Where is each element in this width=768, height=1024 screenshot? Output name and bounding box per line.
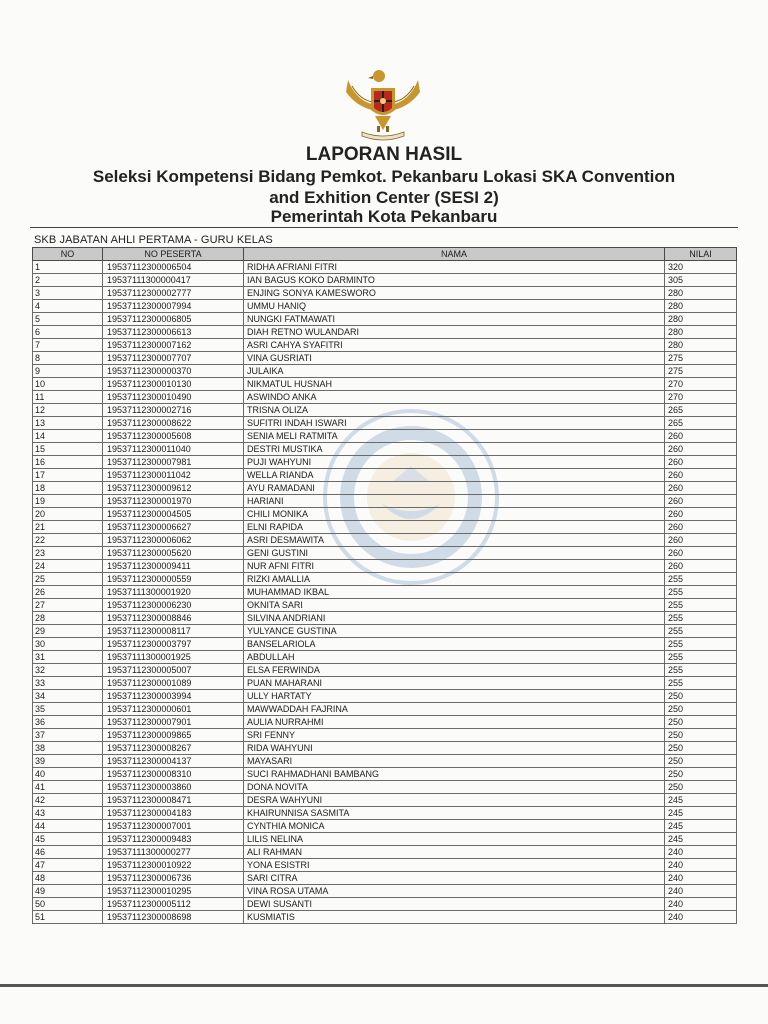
participant-name-cell: NUNGKI FATMAWATI <box>244 313 665 326</box>
score-cell: 275 <box>665 365 737 378</box>
row-number-cell: 3 <box>33 287 103 300</box>
table-row <box>33 651 737 664</box>
table-row <box>33 612 737 625</box>
row-number-cell: 23 <box>33 547 103 560</box>
participant-number-cell: 19537112300010130 <box>103 378 244 391</box>
table-row <box>33 547 737 560</box>
row-number-cell: 37 <box>33 729 103 742</box>
table-row <box>33 391 737 404</box>
table-row <box>33 352 737 365</box>
participant-number-cell: 19537112300009865 <box>103 729 244 742</box>
row-number-cell: 12 <box>33 404 103 417</box>
table-row <box>33 586 737 599</box>
table-header-row <box>33 248 737 261</box>
score-cell: 255 <box>665 677 737 690</box>
score-cell: 245 <box>665 833 737 846</box>
table-row <box>33 820 737 833</box>
participant-name-cell: MAWWADDAH FAJRINA <box>244 703 665 716</box>
participant-name-cell: BANSELARIOLA <box>244 638 665 651</box>
row-number-cell: 18 <box>33 482 103 495</box>
table-row <box>33 495 737 508</box>
participant-name-cell: IAN BAGUS KOKO DARMINTO <box>244 274 665 287</box>
table-row <box>33 339 737 352</box>
participant-name-cell: ASRI DESMAWITA <box>244 534 665 547</box>
participant-number-cell: 19537112300010922 <box>103 859 244 872</box>
score-cell: 260 <box>665 469 737 482</box>
table-row <box>33 430 737 443</box>
score-cell: 270 <box>665 378 737 391</box>
row-number-cell: 1 <box>33 261 103 274</box>
participant-number-cell: 19537112300008310 <box>103 768 244 781</box>
column-header-no-peserta: NO PESERTA <box>103 248 244 261</box>
score-cell: 250 <box>665 768 737 781</box>
participant-name-cell: DESRA WAHYUNI <box>244 794 665 807</box>
score-cell: 265 <box>665 417 737 430</box>
score-cell: 265 <box>665 404 737 417</box>
row-number-cell: 20 <box>33 508 103 521</box>
participant-number-cell: 19537111300001925 <box>103 651 244 664</box>
score-cell: 245 <box>665 794 737 807</box>
row-number-cell: 30 <box>33 638 103 651</box>
table-row <box>33 508 737 521</box>
score-cell: 280 <box>665 313 737 326</box>
score-cell: 280 <box>665 339 737 352</box>
score-cell: 260 <box>665 430 737 443</box>
participant-name-cell: TRISNA OLIZA <box>244 404 665 417</box>
score-cell: 280 <box>665 300 737 313</box>
table-row <box>33 885 737 898</box>
participant-name-cell: SUFITRI INDAH ISWARI <box>244 417 665 430</box>
score-cell: 260 <box>665 456 737 469</box>
table-row <box>33 872 737 885</box>
participant-name-cell: MAYASARI <box>244 755 665 768</box>
column-header-nama: NAMA <box>244 248 665 261</box>
participant-name-cell: KHAIRUNNISA SASMITA <box>244 807 665 820</box>
row-number-cell: 38 <box>33 742 103 755</box>
score-cell: 250 <box>665 781 737 794</box>
participant-number-cell: 19537112300007994 <box>103 300 244 313</box>
table-row <box>33 703 737 716</box>
participant-name-cell: DONA NOVITA <box>244 781 665 794</box>
row-number-cell: 47 <box>33 859 103 872</box>
row-number-cell: 29 <box>33 625 103 638</box>
score-cell: 260 <box>665 521 737 534</box>
participant-number-cell: 19537112300008117 <box>103 625 244 638</box>
participant-number-cell: 19537112300005608 <box>103 430 244 443</box>
row-number-cell: 8 <box>33 352 103 365</box>
row-number-cell: 26 <box>33 586 103 599</box>
table-row <box>33 794 737 807</box>
participant-number-cell: 19537112300004505 <box>103 508 244 521</box>
participant-name-cell: ASWINDO ANKA <box>244 391 665 404</box>
government-name: Pemerintah Kota Pekanbaru <box>270 207 498 226</box>
table-row <box>33 781 737 794</box>
table-row <box>33 534 737 547</box>
table-row <box>33 443 737 456</box>
score-cell: 260 <box>665 547 737 560</box>
table-row <box>33 313 737 326</box>
participant-name-cell: RIZKI AMALLIA <box>244 573 665 586</box>
report-subtitle-line2: and Exhition Center (SESI 2) <box>269 188 499 207</box>
row-number-cell: 36 <box>33 716 103 729</box>
participant-number-cell: 19537112300001970 <box>103 495 244 508</box>
score-cell: 255 <box>665 586 737 599</box>
participant-name-cell: VINA GUSRIATI <box>244 352 665 365</box>
table-row <box>33 729 737 742</box>
score-cell: 245 <box>665 807 737 820</box>
participant-number-cell: 19537112300008698 <box>103 911 244 924</box>
participant-number-cell: 19537112300006736 <box>103 872 244 885</box>
row-number-cell: 40 <box>33 768 103 781</box>
participant-name-cell: CYNTHIA MONICA <box>244 820 665 833</box>
row-number-cell: 45 <box>33 833 103 846</box>
table-row <box>33 560 737 573</box>
participant-name-cell: HARIANI <box>244 495 665 508</box>
column-header-nilai: NILAI <box>665 248 737 261</box>
score-cell: 250 <box>665 703 737 716</box>
report-subtitle-line1: Seleksi Kompetensi Bidang Pemkot. Pekanbaru Lokasi SKA Convention <box>92 167 676 186</box>
score-cell: 280 <box>665 326 737 339</box>
table-row <box>33 300 737 313</box>
report-subtitle <box>0 166 768 208</box>
score-cell: 240 <box>665 898 737 911</box>
row-number-cell: 43 <box>33 807 103 820</box>
participant-name-cell: ASRI CAHYA SYAFITRI <box>244 339 665 352</box>
participant-number-cell: 19537112300008267 <box>103 742 244 755</box>
table-row <box>33 287 737 300</box>
position-caption: SKB JABATAN AHLI PERTAMA - GURU KELAS <box>34 234 273 246</box>
score-cell: 240 <box>665 885 737 898</box>
score-cell: 260 <box>665 508 737 521</box>
participant-name-cell: DESTRI MUSTIKA <box>244 443 665 456</box>
report-title: LAPORAN HASIL <box>305 144 463 165</box>
table-row <box>33 625 737 638</box>
table-row <box>33 833 737 846</box>
participant-number-cell: 19537112300006627 <box>103 521 244 534</box>
row-number-cell: 16 <box>33 456 103 469</box>
row-number-cell: 24 <box>33 560 103 573</box>
table-row <box>33 859 737 872</box>
score-cell: 260 <box>665 495 737 508</box>
participant-name-cell: GENI GUSTINI <box>244 547 665 560</box>
row-number-cell: 22 <box>33 534 103 547</box>
participant-number-cell: 19537112300003860 <box>103 781 244 794</box>
participant-name-cell: DEWI SUSANTI <box>244 898 665 911</box>
participant-number-cell: 19537111300000417 <box>103 274 244 287</box>
table-row <box>33 417 737 430</box>
row-number-cell: 17 <box>33 469 103 482</box>
row-number-cell: 48 <box>33 872 103 885</box>
participant-name-cell: WELLA RIANDA <box>244 469 665 482</box>
participant-name-cell: UMMU HANIQ <box>244 300 665 313</box>
row-number-cell: 31 <box>33 651 103 664</box>
table-row <box>33 846 737 859</box>
score-cell: 240 <box>665 846 737 859</box>
results-table-body <box>33 261 737 924</box>
participant-number-cell: 19537112300004183 <box>103 807 244 820</box>
score-cell: 255 <box>665 573 737 586</box>
row-number-cell: 21 <box>33 521 103 534</box>
participant-number-cell: 19537112300008846 <box>103 612 244 625</box>
score-cell: 255 <box>665 625 737 638</box>
participant-name-cell: SUCI RAHMADHANI BAMBANG <box>244 768 665 781</box>
row-number-cell: 14 <box>33 430 103 443</box>
garuda-emblem-icon <box>342 66 424 142</box>
table-row <box>33 677 737 690</box>
table-row <box>33 482 737 495</box>
participant-name-cell: ABDULLAH <box>244 651 665 664</box>
participant-name-cell: OKNITA SARI <box>244 599 665 612</box>
row-number-cell: 28 <box>33 612 103 625</box>
participant-name-cell: DIAH RETNO WULANDARI <box>244 326 665 339</box>
row-number-cell: 42 <box>33 794 103 807</box>
row-number-cell: 41 <box>33 781 103 794</box>
table-row <box>33 716 737 729</box>
table-row <box>33 521 737 534</box>
score-cell: 250 <box>665 742 737 755</box>
score-cell: 255 <box>665 599 737 612</box>
participant-name-cell: ENJING SONYA KAMESWORO <box>244 287 665 300</box>
participant-number-cell: 19537112300008471 <box>103 794 244 807</box>
row-number-cell: 35 <box>33 703 103 716</box>
participant-number-cell: 19537112300004137 <box>103 755 244 768</box>
row-number-cell: 6 <box>33 326 103 339</box>
table-row <box>33 573 737 586</box>
row-number-cell: 27 <box>33 599 103 612</box>
header-divider <box>30 227 738 228</box>
participant-number-cell: 19537112300010295 <box>103 885 244 898</box>
page-bottom-rule <box>0 984 768 987</box>
score-cell: 255 <box>665 651 737 664</box>
row-number-cell: 32 <box>33 664 103 677</box>
participant-name-cell: AULIA NURRAHMI <box>244 716 665 729</box>
row-number-cell: 34 <box>33 690 103 703</box>
row-number-cell: 15 <box>33 443 103 456</box>
participant-number-cell: 19537112300006062 <box>103 534 244 547</box>
table-row <box>33 378 737 391</box>
participant-name-cell: PUJI WAHYUNI <box>244 456 665 469</box>
row-number-cell: 19 <box>33 495 103 508</box>
table-row <box>33 742 737 755</box>
table-row <box>33 690 737 703</box>
participant-number-cell: 19537112300008622 <box>103 417 244 430</box>
participant-number-cell: 19537112300000601 <box>103 703 244 716</box>
row-number-cell: 25 <box>33 573 103 586</box>
score-cell: 280 <box>665 287 737 300</box>
column-header-no: NO <box>33 248 103 261</box>
score-cell: 260 <box>665 560 737 573</box>
table-row <box>33 469 737 482</box>
participant-number-cell: 19537112300001089 <box>103 677 244 690</box>
participant-name-cell: AYU RAMADANI <box>244 482 665 495</box>
results-table <box>32 247 737 924</box>
participant-number-cell: 19537112300011040 <box>103 443 244 456</box>
participant-number-cell: 19537112300007981 <box>103 456 244 469</box>
participant-number-cell: 19537112300000370 <box>103 365 244 378</box>
participant-name-cell: YULYANCE GUSTINA <box>244 625 665 638</box>
participant-name-cell: MUHAMMAD IKBAL <box>244 586 665 599</box>
participant-name-cell: PUAN MAHARANI <box>244 677 665 690</box>
participant-number-cell: 19537111300000277 <box>103 846 244 859</box>
row-number-cell: 33 <box>33 677 103 690</box>
score-cell: 240 <box>665 872 737 885</box>
row-number-cell: 50 <box>33 898 103 911</box>
participant-name-cell: LILIS NELINA <box>244 833 665 846</box>
participant-number-cell: 19537112300007901 <box>103 716 244 729</box>
row-number-cell: 9 <box>33 365 103 378</box>
participant-name-cell: ELNI RAPIDA <box>244 521 665 534</box>
participant-number-cell: 19537112300000559 <box>103 573 244 586</box>
table-row <box>33 261 737 274</box>
table-row <box>33 768 737 781</box>
participant-name-cell: NIKMATUL HUSNAH <box>244 378 665 391</box>
table-row <box>33 898 737 911</box>
table-row <box>33 599 737 612</box>
score-cell: 275 <box>665 352 737 365</box>
participant-name-cell: SARI CITRA <box>244 872 665 885</box>
participant-number-cell: 19537112300005007 <box>103 664 244 677</box>
score-cell: 240 <box>665 911 737 924</box>
row-number-cell: 39 <box>33 755 103 768</box>
participant-name-cell: VINA ROSA UTAMA <box>244 885 665 898</box>
score-cell: 250 <box>665 729 737 742</box>
participant-number-cell: 19537112300007162 <box>103 339 244 352</box>
table-row <box>33 274 737 287</box>
participant-number-cell: 19537112300009612 <box>103 482 244 495</box>
row-number-cell: 7 <box>33 339 103 352</box>
table-row <box>33 638 737 651</box>
score-cell: 250 <box>665 716 737 729</box>
participant-name-cell: NUR AFNI FITRI <box>244 560 665 573</box>
row-number-cell: 11 <box>33 391 103 404</box>
participant-name-cell: CHILI MONIKA <box>244 508 665 521</box>
participant-number-cell: 19537111300001920 <box>103 586 244 599</box>
participant-number-cell: 19537112300002716 <box>103 404 244 417</box>
score-cell: 250 <box>665 690 737 703</box>
score-cell: 260 <box>665 482 737 495</box>
participant-number-cell: 19537112300010490 <box>103 391 244 404</box>
participant-name-cell: RIDHA AFRIANI FITRI <box>244 261 665 274</box>
row-number-cell: 5 <box>33 313 103 326</box>
participant-name-cell: SILVINA ANDRIANI <box>244 612 665 625</box>
participant-number-cell: 19537112300005112 <box>103 898 244 911</box>
participant-number-cell: 19537112300002777 <box>103 287 244 300</box>
score-cell: 250 <box>665 755 737 768</box>
table-row <box>33 911 737 924</box>
participant-name-cell: SRI FENNY <box>244 729 665 742</box>
row-number-cell: 46 <box>33 846 103 859</box>
participant-number-cell: 19537112300006230 <box>103 599 244 612</box>
score-cell: 240 <box>665 859 737 872</box>
score-cell: 255 <box>665 664 737 677</box>
table-row <box>33 664 737 677</box>
row-number-cell: 10 <box>33 378 103 391</box>
participant-number-cell: 19537112300011042 <box>103 469 244 482</box>
participant-name-cell: ELSA FERWINDA <box>244 664 665 677</box>
participant-number-cell: 19537112300009483 <box>103 833 244 846</box>
row-number-cell: 13 <box>33 417 103 430</box>
participant-name-cell: ULLY HARTATY <box>244 690 665 703</box>
participant-number-cell: 19537112300005620 <box>103 547 244 560</box>
row-number-cell: 44 <box>33 820 103 833</box>
participant-name-cell: YONA ESISTRI <box>244 859 665 872</box>
participant-name-cell: RIDA WAHYUNI <box>244 742 665 755</box>
table-row <box>33 365 737 378</box>
score-cell: 305 <box>665 274 737 287</box>
participant-number-cell: 19537112300009411 <box>103 560 244 573</box>
row-number-cell: 4 <box>33 300 103 313</box>
participant-name-cell: ALI RAHMAN <box>244 846 665 859</box>
participant-number-cell: 19537112300007001 <box>103 820 244 833</box>
participant-number-cell: 19537112300006805 <box>103 313 244 326</box>
participant-number-cell: 19537112300007707 <box>103 352 244 365</box>
table-row <box>33 807 737 820</box>
participant-number-cell: 19537112300006613 <box>103 326 244 339</box>
score-cell: 270 <box>665 391 737 404</box>
row-number-cell: 2 <box>33 274 103 287</box>
participant-number-cell: 19537112300003797 <box>103 638 244 651</box>
participant-number-cell: 19537112300003994 <box>103 690 244 703</box>
participant-name-cell: KUSMIATIS <box>244 911 665 924</box>
score-cell: 255 <box>665 638 737 651</box>
table-row <box>33 326 737 339</box>
row-number-cell: 49 <box>33 885 103 898</box>
score-cell: 260 <box>665 443 737 456</box>
score-cell: 320 <box>665 261 737 274</box>
table-row <box>33 755 737 768</box>
score-cell: 255 <box>665 612 737 625</box>
score-cell: 245 <box>665 820 737 833</box>
table-row <box>33 456 737 469</box>
score-cell: 260 <box>665 534 737 547</box>
table-row <box>33 404 737 417</box>
participant-number-cell: 19537112300006504 <box>103 261 244 274</box>
row-number-cell: 51 <box>33 911 103 924</box>
participant-name-cell: SENIA MELI RATMITA <box>244 430 665 443</box>
participant-name-cell: JULAIKA <box>244 365 665 378</box>
